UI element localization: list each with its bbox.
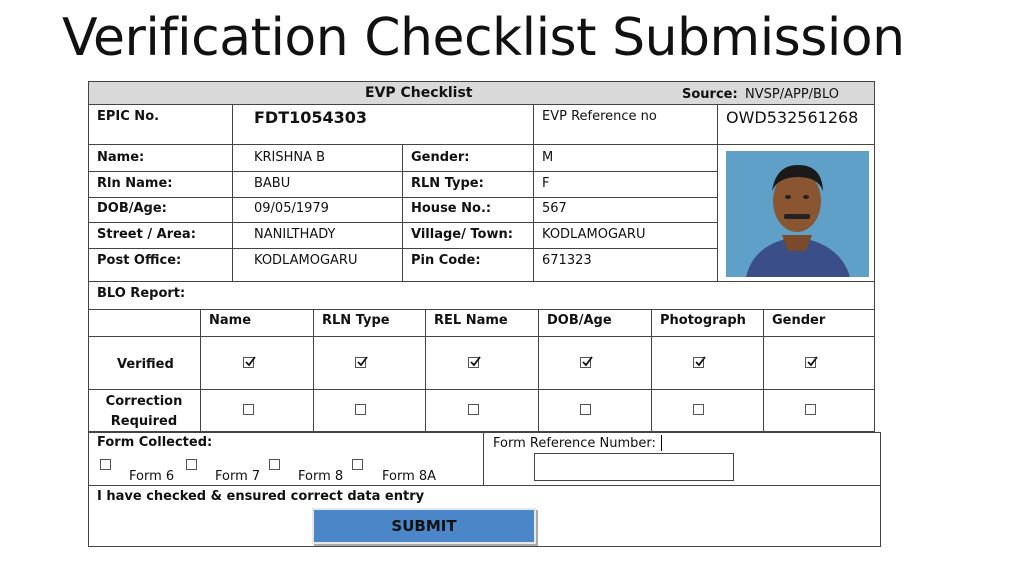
correction-checkbox-dob-age[interactable]	[580, 404, 591, 415]
blo-col-gender: Gender	[772, 313, 826, 328]
gender-label: Gender:	[411, 150, 470, 165]
submit-button[interactable]: SUBMIT	[312, 508, 536, 544]
street-label: Street / Area:	[97, 227, 196, 242]
name-value: KRISHNA B	[254, 150, 326, 165]
form-8a-label: Form 8A	[382, 469, 437, 484]
form-6-checkbox[interactable]	[100, 459, 111, 470]
blo-col-rel-name: REL Name	[434, 313, 508, 328]
village-label: Village/ Town:	[411, 227, 513, 242]
gender-value: M	[542, 150, 554, 165]
form-8a-checkbox[interactable]	[352, 459, 363, 470]
name-label: Name:	[97, 150, 145, 165]
evp-reference-label: EVP Reference no	[542, 109, 657, 124]
rln-name-value: BABU	[254, 176, 291, 191]
blo-report-label: BLO Report:	[97, 286, 186, 301]
form-reference-input[interactable]	[534, 453, 734, 481]
dob-label: DOB/Age:	[97, 201, 167, 216]
confirmation-text: I have checked & ensured correct data entry	[97, 489, 425, 504]
evp-reference-value: OWD532561268	[726, 108, 859, 127]
verified-checkbox-gender[interactable]	[805, 357, 816, 368]
page-title: Verification Checklist Submission	[62, 8, 905, 68]
correction-row-label-line2: Required	[110, 414, 178, 429]
correction-checkbox-rel-name[interactable]	[468, 404, 479, 415]
rln-name-label: Rln Name:	[97, 176, 173, 191]
correction-checkbox-gender[interactable]	[805, 404, 816, 415]
verified-checkbox-rln-type[interactable]	[355, 357, 366, 368]
correction-checkbox-rln-type[interactable]	[355, 404, 366, 415]
post-office-value: KODLAMOGARU	[254, 253, 358, 268]
epic-value: FDT1054303	[254, 108, 368, 127]
epic-label: EPIC No.	[97, 109, 160, 124]
form-reference-label: Form Reference Number:	[493, 436, 656, 451]
source-label: Source:	[682, 87, 738, 102]
blo-col-rln-type: RLN Type	[322, 313, 390, 328]
verified-checkbox-photograph[interactable]	[693, 357, 704, 368]
post-office-label: Post Office:	[97, 253, 182, 268]
verified-checkbox-rel-name[interactable]	[468, 357, 479, 368]
form-7-label: Form 7	[215, 469, 261, 484]
source-value: NVSP/APP/BLO	[745, 87, 839, 102]
house-value: 567	[542, 201, 567, 216]
verified-checkbox-name[interactable]	[243, 357, 254, 368]
form-8-checkbox[interactable]	[269, 459, 280, 470]
text-cursor	[661, 435, 662, 451]
rln-type-value: F	[542, 176, 550, 191]
village-value: KODLAMOGARU	[542, 227, 646, 242]
correction-row-label-line1: Correction	[105, 394, 183, 409]
blo-col-name: Name	[209, 313, 252, 328]
form-6-label: Form 6	[129, 469, 175, 484]
street-value: NANILTHADY	[254, 227, 336, 242]
evp-checklist-form	[88, 81, 875, 547]
pin-code-value: 671323	[542, 253, 592, 268]
house-label: House No.:	[411, 201, 492, 216]
voter-photograph	[726, 151, 869, 277]
verified-checkbox-dob-age[interactable]	[580, 357, 591, 368]
rln-type-label: RLN Type:	[411, 176, 484, 191]
form-8-label: Form 8	[298, 469, 344, 484]
form-7-checkbox[interactable]	[186, 459, 197, 470]
blo-col-photograph: Photograph	[660, 313, 746, 328]
checklist-title: EVP Checklist	[365, 85, 473, 101]
pin-code-label: Pin Code:	[411, 253, 481, 268]
form-collected-label: Form Collected:	[97, 435, 213, 450]
verified-row-label: Verified	[117, 357, 174, 372]
blo-col-dob-age: DOB/Age	[547, 313, 612, 328]
correction-checkbox-name[interactable]	[243, 404, 254, 415]
correction-checkbox-photograph[interactable]	[693, 404, 704, 415]
dob-value: 09/05/1979	[254, 201, 329, 216]
